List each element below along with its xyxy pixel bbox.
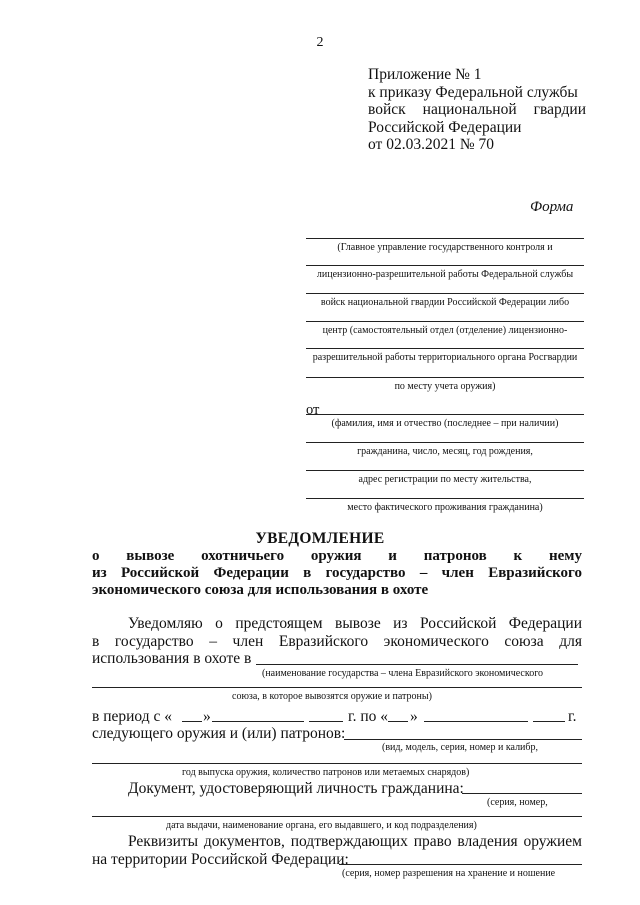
addressee-line-4 [306,321,584,322]
body-p1-line-2: в государство – член Евразийского экономического союза для [92,633,582,650]
period-start-day-line [182,721,202,722]
addressee-line-1 [306,238,584,239]
addressee-line-5 [306,348,584,349]
appendix-line-5: от 02.03.2021 № 70 [368,136,494,153]
requisites-field-line [339,864,582,865]
sender-caption-4: место фактического проживания гражданина) [347,502,543,513]
weapons-field-line [344,739,582,740]
caption-state-1: (наименование государства – члена Евразийского экономического [262,668,544,679]
body-p1-line-3: использования в охоте в [92,650,252,667]
period-start-label: в период с « [92,708,172,725]
caption-weapon-1: (вид, модель, серия, номер и калибр, [382,742,539,753]
sender-line-3 [306,470,584,471]
state-field-line-2 [92,687,582,688]
subtitle-line-2: из Российской Федерации в государство – член Евразийского [92,565,582,581]
weapons-field-line-2 [92,763,582,764]
caption-doc-1: (серия, номер, [487,797,548,808]
period-start-close-quote: » [203,708,211,725]
caption-state-2: союза, в которое вывозятся оружие и патроны) [232,691,432,702]
addressee-caption-3: войск национальной гвардии Российской Федерации либо [320,297,570,308]
appendix-line-2: к приказу Федеральной службы [368,83,578,101]
state-field-line [256,664,578,665]
appendix-line-3: войск национальной гвардии [368,101,586,118]
document-title: УВЕДОМЛЕНИЕ [255,530,385,547]
period-end-month-line [424,721,528,722]
addressee-line-3 [306,293,584,294]
appendix-line-4: Российской Федерации [368,118,522,136]
period-end-year-line [533,721,565,722]
sender-line-4 [306,498,584,499]
addressee-line-2 [306,265,584,266]
addressee-caption-4: центр (самостоятельный отдел (отделение) лицензионно- [322,325,568,336]
addressee-line-6 [306,377,584,378]
period-end-day-line [388,721,408,722]
identity-doc-field-line-2 [92,816,582,817]
period-end-label: г. [568,708,577,725]
subtitle-line-1: о вывозе охотничьего оружия и патронов к нему [92,548,582,564]
addressee-caption-5: разрешительной работы территориального органа Росгвардии [312,352,578,363]
addressee-caption-6: по месту учета оружия) [394,381,496,392]
appendix-line-1: Приложение № 1 [368,66,482,83]
sender-line-1 [306,414,584,415]
subtitle-line-3: экономического союза для использования в охоте [92,582,429,598]
requisites-line-1: Реквизиты документов, подтверждающих право владения оружием [128,833,582,850]
appendix-block [368,66,586,154]
caption-doc-2: дата выдачи, наименование органа, его выдавшего, и код подразделения) [166,820,477,831]
addressee-caption-2: лицензионно-разрешительной работы Федеральной службы [316,269,574,280]
period-start-year-line [309,721,343,722]
addressee-caption-1: (Главное управление государственного контроля и [337,242,553,253]
sender-caption-1: (фамилия, имя и отчество (последнее – при наличии) [331,418,559,429]
sender-caption-2: гражданина, число, месяц, год рождения, [357,446,533,457]
caption-requisites: (серия, номер разрешения на хранение и ношение [342,868,556,879]
page-number: 2 [316,35,324,50]
period-end-close-quote: » [410,708,418,725]
form-label: Форма [530,199,574,215]
requisites-line-2: на территории Российской Федерации: [92,851,349,868]
period-mid-label: г. по « [348,708,389,725]
weapons-label: следующего оружия и (или) патронов: [92,725,346,742]
sender-line-2 [306,442,584,443]
caption-weapon-2: год выпуска оружия, количество патронов или метаемых снарядов) [182,767,470,778]
period-start-month-line [212,721,304,722]
identity-doc-label: Документ, удостоверяющий личность гражданина: [128,780,464,797]
body-p1-line-1: Уведомляю о предстоящем вывозе из Российской Федерации [128,615,582,632]
from-label: от [306,402,320,418]
sender-caption-3: адрес регистрации по месту жительства, [358,474,532,485]
identity-doc-field-line [462,793,582,794]
